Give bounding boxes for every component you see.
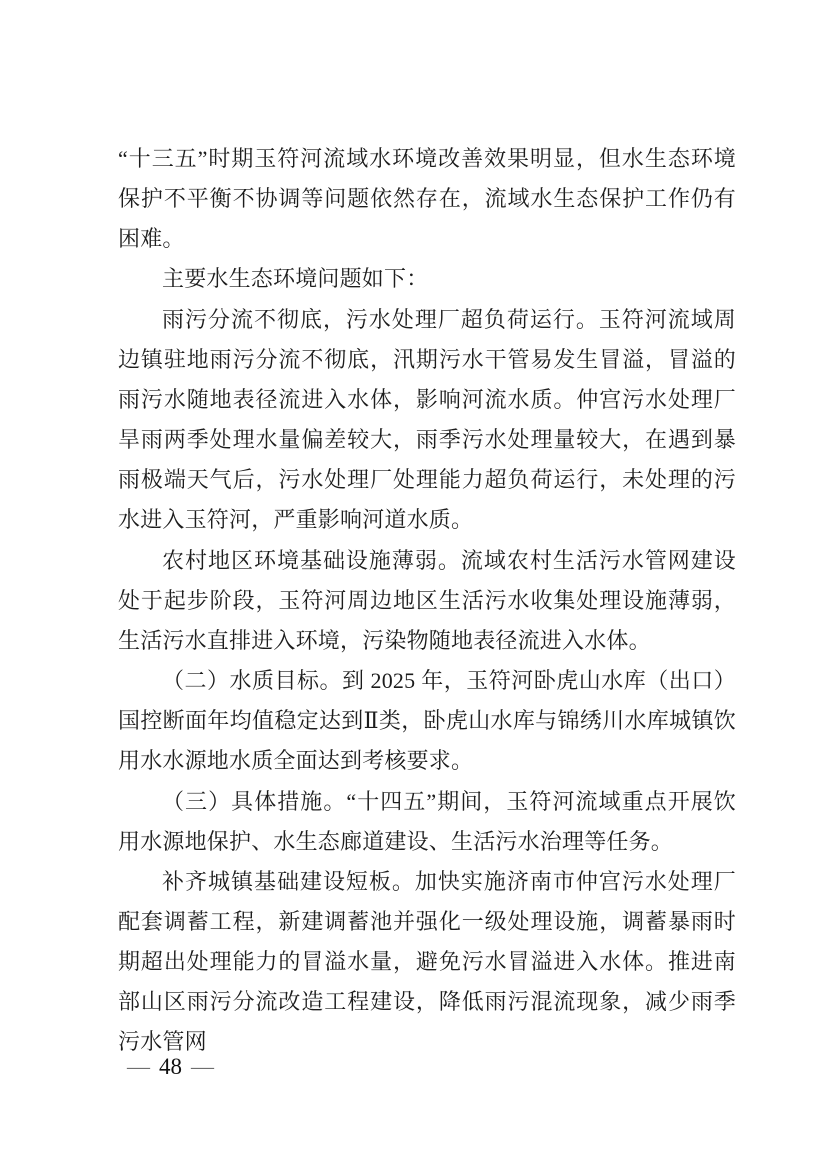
paragraph-sewage-overflow: 雨污分流不彻底，污水处理厂超负荷运行。玉符河流域周边镇驻地雨污分流不彻底，汛期污水干管易发生冒溢，冒溢的雨污水随地表径流进入水体，影响河流水质。仲宫污水处理厂旱雨两季处理水量偏差较大，雨季污水处理量较大，在遇到暴雨极端天气后，污水处理厂处理能力超负荷运行，未处理的污水进入玉符河，严重影响河道水质。 [118,306,736,533]
paragraph-urban-shortboard: 补齐城镇基础建设短板。加快实施济南市仲宫污水处理厂配套调蓄工程，新建调蓄池并强化一级处理设施，调蓄暴雨时期超出处理能力的冒溢水量，避免污水冒溢进入水体。推进南部山区雨污分流改造工程建设，降低雨污混流现象，减少雨季污水管网 [118,868,736,1055]
page-number [127,1053,223,1081]
document-body [118,139,736,1063]
page-number-left-dash: — [127,1054,150,1079]
paragraph-water-quality-goal: （二）水质目标。到 2025 年，玉符河卧虎山水库（出口）国控断面年均值稳定达到Ⅱ类，卧虎山水库与锦绣川水库城镇饮用水水源地水质全面达到考核要求。 [118,668,736,774]
paragraph-rural-infrastructure: 农村地区环境基础设施薄弱。流域农村生活污水管网建设处于起步阶段，玉符河周边地区生活污水收集处理设施薄弱，生活污水直排进入环境，污染物随地表径流进入水体。 [118,547,736,653]
page-number-right-dash: — [191,1054,214,1079]
paragraph-problems-intro: 主要水生态环境问题如下： [162,266,429,292]
paragraph-continuation: “十三五”时期玉符河流域水环境改善效果明显，但水生态环境保护不平衡不协调等问题依然存在，流域水生态保护工作仍有困难。 [118,146,736,252]
paragraph-specific-measures: （三）具体措施。“十四五”期间，玉符河流域重点开展饮用水源地保护、水生态廊道建设、生活污水治理等任务。 [118,788,736,854]
page-number-value: 48 [159,1054,182,1079]
